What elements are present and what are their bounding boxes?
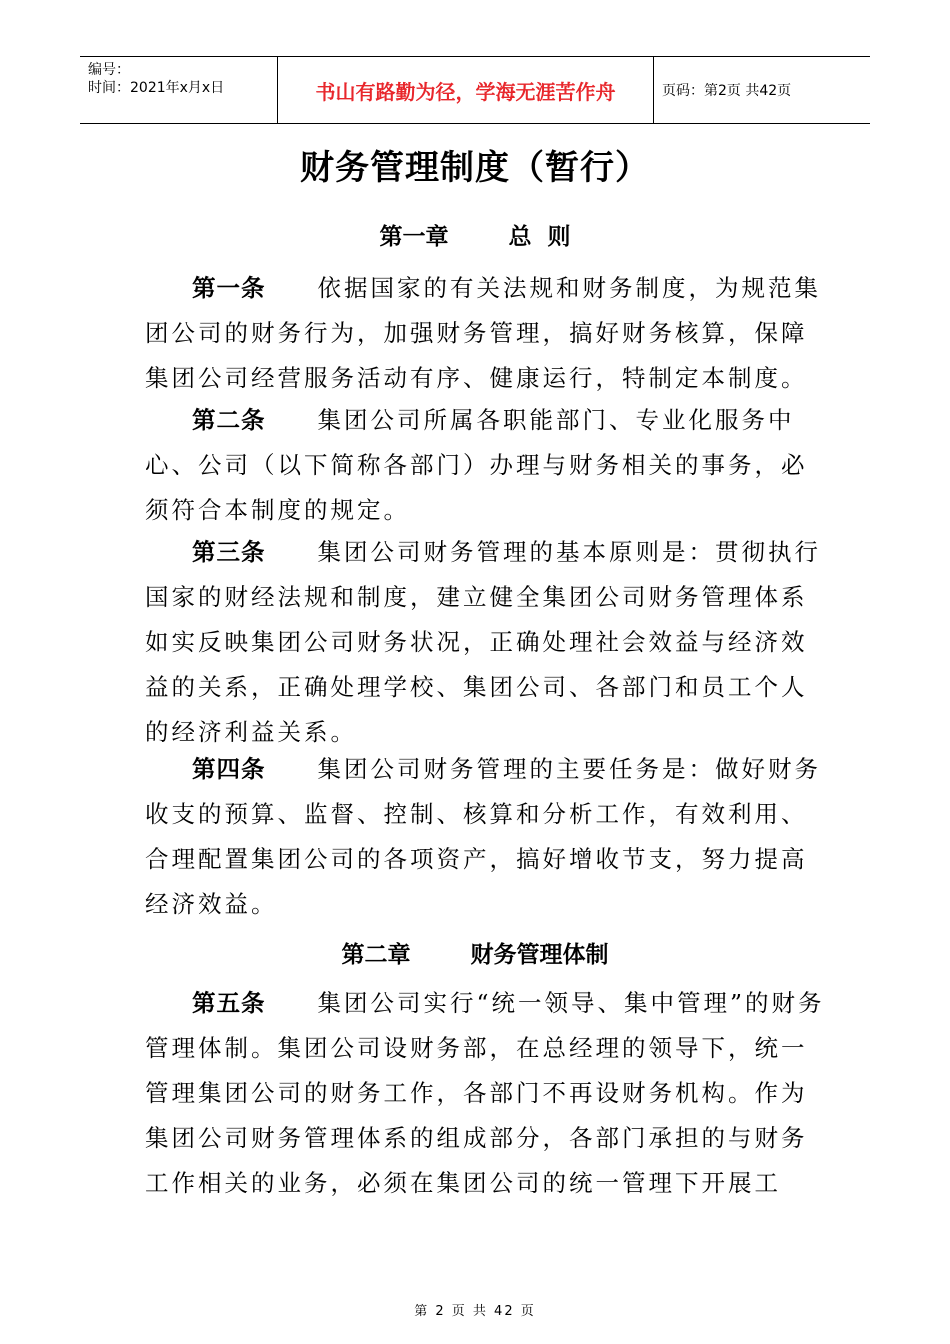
article-label: 第四条 [192, 755, 266, 783]
chapter-name: 财务管理体制 [470, 942, 609, 968]
article-4 [145, 747, 825, 927]
article-5 [145, 981, 825, 1206]
chapter-heading-1 [0, 218, 950, 251]
article-label: 第二条 [192, 406, 266, 434]
article-label: 第五条 [192, 989, 266, 1017]
number-label: 编号： [88, 62, 130, 78]
article-text: 依据国家的有关法规和财务制度，为规范集团公司的财务行为，加强财务管理，搞好财务核算，保障集团公司经营服务活动有序、健康运行，特制定本制度。 [145, 274, 821, 392]
article-2 [145, 398, 825, 533]
chapter-heading-2 [0, 936, 950, 969]
article-label: 第三条 [192, 538, 266, 566]
time-label: 时间：2021年x月x日 [88, 80, 225, 96]
header-page-code: 页码：第2页 共42页 [662, 83, 792, 99]
article-3 [145, 530, 825, 755]
page-header [80, 56, 870, 124]
chapter-number: 第二章 [341, 942, 411, 968]
chapter-number: 第一章 [379, 224, 449, 250]
article-text: 集团公司所属各职能部门、专业化服务中心、公司（以下简称各部门）办理与财务相关的事务，必须符合本制度的规定。 [145, 406, 808, 524]
article-1 [145, 266, 825, 401]
article-text: 集团公司财务管理的基本原则是：贯彻执行国家的财经法规和制度，建立健全集团公司财务管理体系如实反映集团公司财务状况，正确处理社会效益与经济效益的关系，正确处理学校、集团公司、各部门和员工个人的经济利益关系。 [145, 538, 821, 746]
article-text: 集团公司财务管理的主要任务是：做好财务收支的预算、监督、控制、核算和分析工作，有效利用、合理配置集团公司的各项资产，搞好增收节支，努力提高经济效益。 [145, 755, 821, 918]
chapter-name: 总 则 [508, 224, 571, 250]
page-footer: 第 2 页 共 42 页 [414, 1304, 536, 1319]
article-label: 第一条 [192, 274, 266, 302]
article-text: 集团公司实行“统一领导、集中管理”的财务管理体制。集团公司设财务部，在总经理的领导下，统一管理集团公司的财务工作，各部门不再设财务机构。作为集团公司财务管理体系的组成部分，各部门承担的与财务工作相关的业务，必须在集团公司的统一管理下开展工 [145, 989, 825, 1197]
header-motto: 书山有路勤为径，学海无涯苦作舟 [278, 57, 654, 123]
header-meta [80, 57, 278, 123]
document-title: 财务管理制度（暂行） [300, 148, 650, 188]
